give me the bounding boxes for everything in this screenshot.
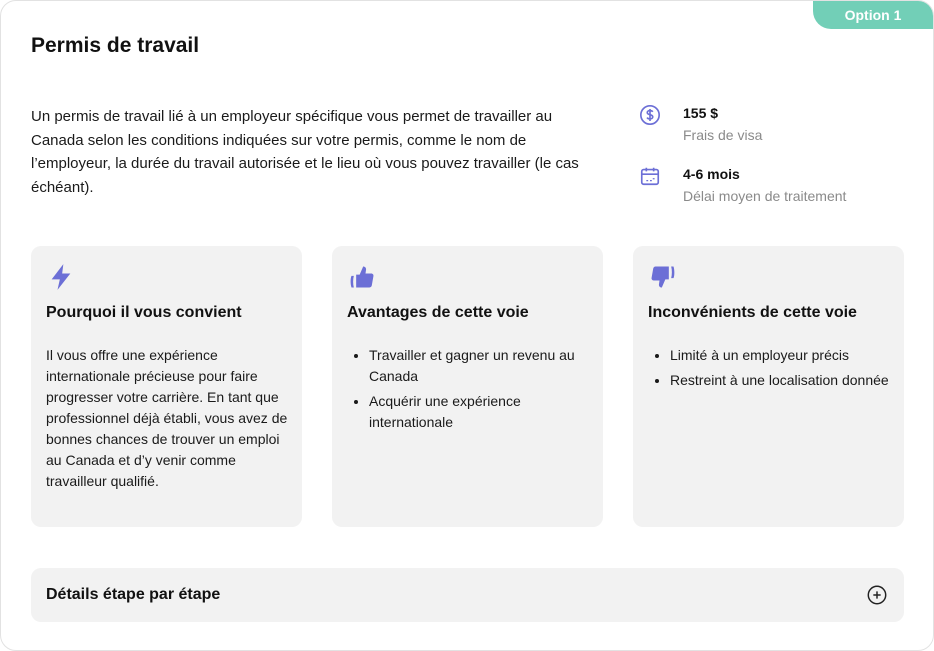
dollar-circle-icon — [639, 104, 661, 126]
stat-label: Délai moyen de traitement — [683, 188, 847, 204]
advantages-list — [347, 345, 592, 433]
accordion-label: Détails étape par étape — [46, 586, 221, 603]
thumbs-up-icon — [348, 263, 376, 291]
list-item: • Acquérir une expérience internationale — [369, 391, 592, 433]
tile-why-suitable — [31, 246, 302, 527]
page-title: Permis de travail — [31, 34, 200, 57]
stat-label: Frais de visa — [683, 127, 763, 143]
stat-value: 4-6 mois — [683, 166, 740, 182]
list-item: • Limité à un employeur précis — [670, 345, 893, 366]
description: Un permis de travail lié à un employeur spécifique vous permet de travailler au Canada selon les conditions indiquées sur votre permis, comme le nom de l’employeur, la durée du travail autorisée et le lieu où vous pouvez travailler (le cas échéant). — [31, 108, 579, 196]
disadvantages-list — [648, 345, 893, 391]
tile-heading: Inconvénients de cette voie — [648, 304, 857, 321]
calendar-icon — [639, 165, 661, 187]
step-details-accordion[interactable] — [31, 568, 904, 622]
stat-value: 155 $ — [683, 105, 719, 121]
tile-heading: Avantages de cette voie — [347, 304, 529, 321]
stat-visa-fee — [639, 105, 762, 143]
tile-advantages — [332, 246, 603, 527]
thumbs-down-icon — [649, 263, 677, 291]
plus-circle-icon[interactable] — [866, 584, 888, 606]
tile-disadvantages — [633, 246, 904, 527]
tile-text: Il vous offre une expérience internationale précieuse pour faire progresser votre carrière. En tant que professionnel déjà établi, vous avez de bonnes chances de trouver un emploi au Canada et d’y venir comme travailleur qualifié. — [46, 347, 288, 489]
stat-processing-time — [639, 166, 846, 204]
lightning-icon — [47, 263, 75, 291]
option-badge: Option 1 — [813, 1, 933, 29]
tile-heading: Pourquoi il vous convient — [46, 304, 242, 321]
list-item: • Restreint à une localisation donnée — [670, 370, 893, 391]
list-item: • Travailler et gagner un revenu au Canada — [369, 345, 592, 387]
